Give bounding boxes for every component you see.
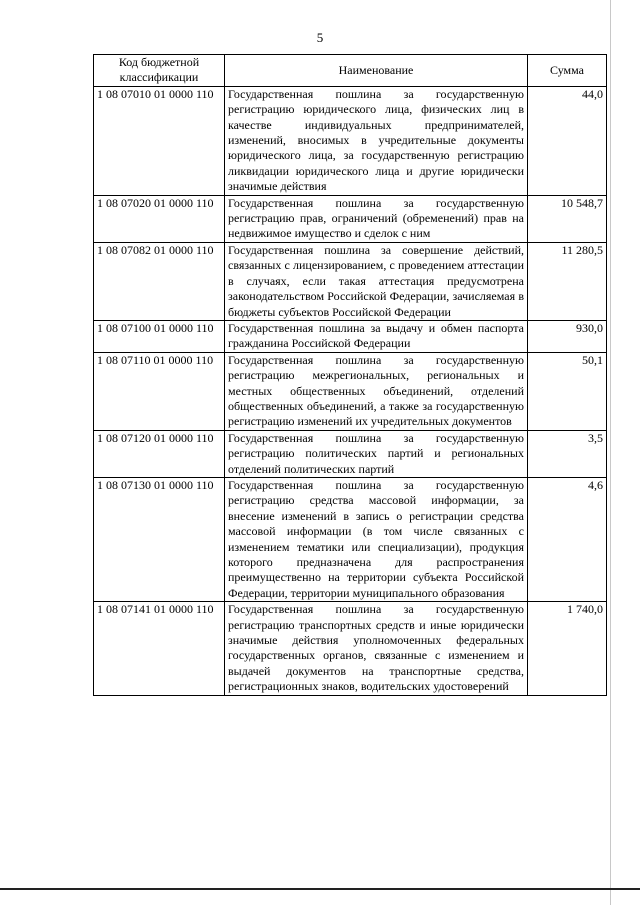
table-row	[94, 320, 607, 352]
budget-code-cell: 1 08 07120 01 0000 110	[94, 430, 225, 477]
amount-cell: 10 548,7	[528, 195, 607, 242]
budget-code-cell: 1 08 07010 01 0000 110	[94, 86, 225, 195]
table-row	[94, 86, 607, 195]
budget-code-cell: 1 08 07110 01 0000 110	[94, 352, 225, 430]
amount-cell: 930,0	[528, 320, 607, 352]
description-cell: Государственная пошлина за совершение действий, связанных с лицензированием, с проведением аттестации в случаях, если такая аттестация предусмотрена законодательством Российской Федерации, зачисляемая в бюджеты субъектов Российской Федерации	[225, 242, 528, 320]
description-cell: Государственная пошлина за государственную регистрацию транспортных средств и иные юридически значимые действия уполномоченных федеральных государственных органов, связанные с изменением и выдачей документов на транспортные средства, регистрационных знаков, водительских удостоверений	[225, 602, 528, 695]
description-cell: Государственная пошлина за государственную регистрацию средства массовой информации, за внесение изменений в запись о регистрации средства массовой информации (в том числе связанных с изменением тематики или специализации), продукция которого предназначена для распространения преимущественно на территории субъекта Российской Федерации, территории муниципального образования	[225, 477, 528, 601]
amount-cell: 44,0	[528, 86, 607, 195]
header-name: Наименование	[225, 55, 528, 87]
header-code: Код бюджетной классификации	[94, 55, 225, 87]
amount-cell: 11 280,5	[528, 242, 607, 320]
amount-cell: 50,1	[528, 352, 607, 430]
budget-code-cell: 1 08 07082 01 0000 110	[94, 242, 225, 320]
budget-classification-table	[93, 54, 607, 696]
table-row	[94, 242, 607, 320]
description-cell: Государственная пошлина за государственную регистрацию прав, ограничений (обременений) прав на недвижимое имущество и сделок с ним	[225, 195, 528, 242]
budget-code-cell: 1 08 07100 01 0000 110	[94, 320, 225, 352]
page-bottom-rule	[0, 888, 640, 890]
budget-code-cell: 1 08 07130 01 0000 110	[94, 477, 225, 601]
description-cell: Государственная пошлина за государственную регистрацию юридического лица, физических лиц в качестве индивидуальных предпринимателей, изменений, вносимых в учредительные документы юридического лица, за государственную регистрацию ликвидации юридического лица и другие юридически значимые действия	[225, 86, 528, 195]
page-number: 5	[316, 30, 324, 45]
description-cell: Государственная пошлина за государственную регистрацию политических партий и региональных отделений политических партий	[225, 430, 528, 477]
table-header-row	[94, 55, 607, 87]
budget-code-cell: 1 08 07020 01 0000 110	[94, 195, 225, 242]
table-row	[94, 352, 607, 430]
description-cell: Государственная пошлина за государственную регистрацию межрегиональных, региональных и местных общественных объединений, отделений общественных объединений, а также за государственную регистрацию изменений их учредительных документов	[225, 352, 528, 430]
table-row	[94, 602, 607, 695]
scan-edge-line	[610, 0, 611, 905]
table-row	[94, 430, 607, 477]
amount-cell: 3,5	[528, 430, 607, 477]
table-row	[94, 477, 607, 601]
amount-cell: 1 740,0	[528, 602, 607, 695]
budget-code-cell: 1 08 07141 01 0000 110	[94, 602, 225, 695]
table-row	[94, 195, 607, 242]
description-cell: Государственная пошлина за выдачу и обмен паспорта гражданина Российской Федерации	[225, 320, 528, 352]
header-sum: Сумма	[528, 55, 607, 87]
amount-cell: 4,6	[528, 477, 607, 601]
